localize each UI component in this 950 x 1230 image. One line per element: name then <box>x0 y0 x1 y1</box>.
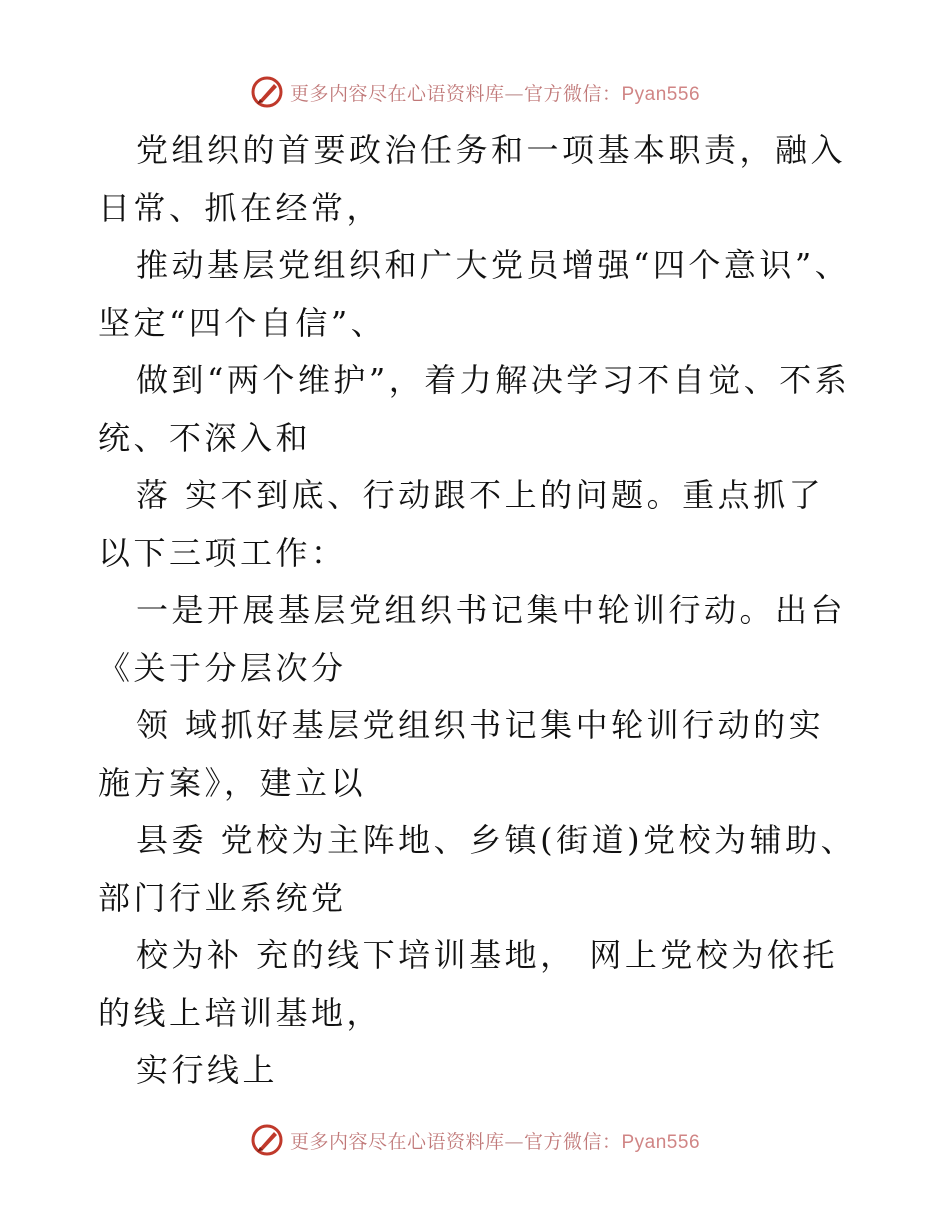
paragraph: 推动基层党组织和广大党员增强“四个意识”、坚定“四个自信”、 <box>98 246 851 342</box>
document-body <box>98 122 858 1100</box>
watermark-dash: — <box>504 82 524 105</box>
footer-watermark <box>0 1120 950 1160</box>
paragraph: 实行线上 <box>136 1051 279 1089</box>
quill-logo-icon <box>250 75 284 109</box>
watermark-left-text: 更多内容尽在心语资料库 <box>289 82 505 105</box>
header-watermark <box>0 72 950 112</box>
paragraph: 一是开展基层党组织书记集中轮训行动。出台《关于分层次分 <box>98 591 847 687</box>
quill-logo-icon <box>250 1123 284 1157</box>
paragraph: 党组织的首要政治任务和一项基本职责，融入日常、抓在经常， <box>98 131 847 227</box>
watermark-right-text: 官方微信： <box>523 82 622 105</box>
paragraph: 落 实不到底、行动跟不上的问题。重点抓了以下三项工作： <box>98 476 825 572</box>
paragraph: 县委 党校为主阵地、乡镇(街道)党校为辅助、部门行业系统党 <box>98 821 857 917</box>
watermark-text <box>290 1127 700 1154</box>
paragraph: 做到“两个维护”，着力解决学习不自觉、不系统、不深入和 <box>98 361 851 457</box>
watermark-wechat-id: Pyan556 <box>621 83 701 105</box>
watermark-wechat-id: Pyan556 <box>621 1131 701 1153</box>
watermark-right-text: 官方微信： <box>523 1130 622 1153</box>
paragraph: 校为补 充的线下培训基地， 网上党校为依托的线上培训基地， <box>98 936 838 1032</box>
paragraph: 领 域抓好基层党组织书记集中轮训行动的实施方案》，建立以 <box>98 706 825 802</box>
watermark-dash: — <box>504 1130 524 1153</box>
watermark-left-text: 更多内容尽在心语资料库 <box>289 1130 505 1153</box>
watermark-text <box>290 79 700 106</box>
